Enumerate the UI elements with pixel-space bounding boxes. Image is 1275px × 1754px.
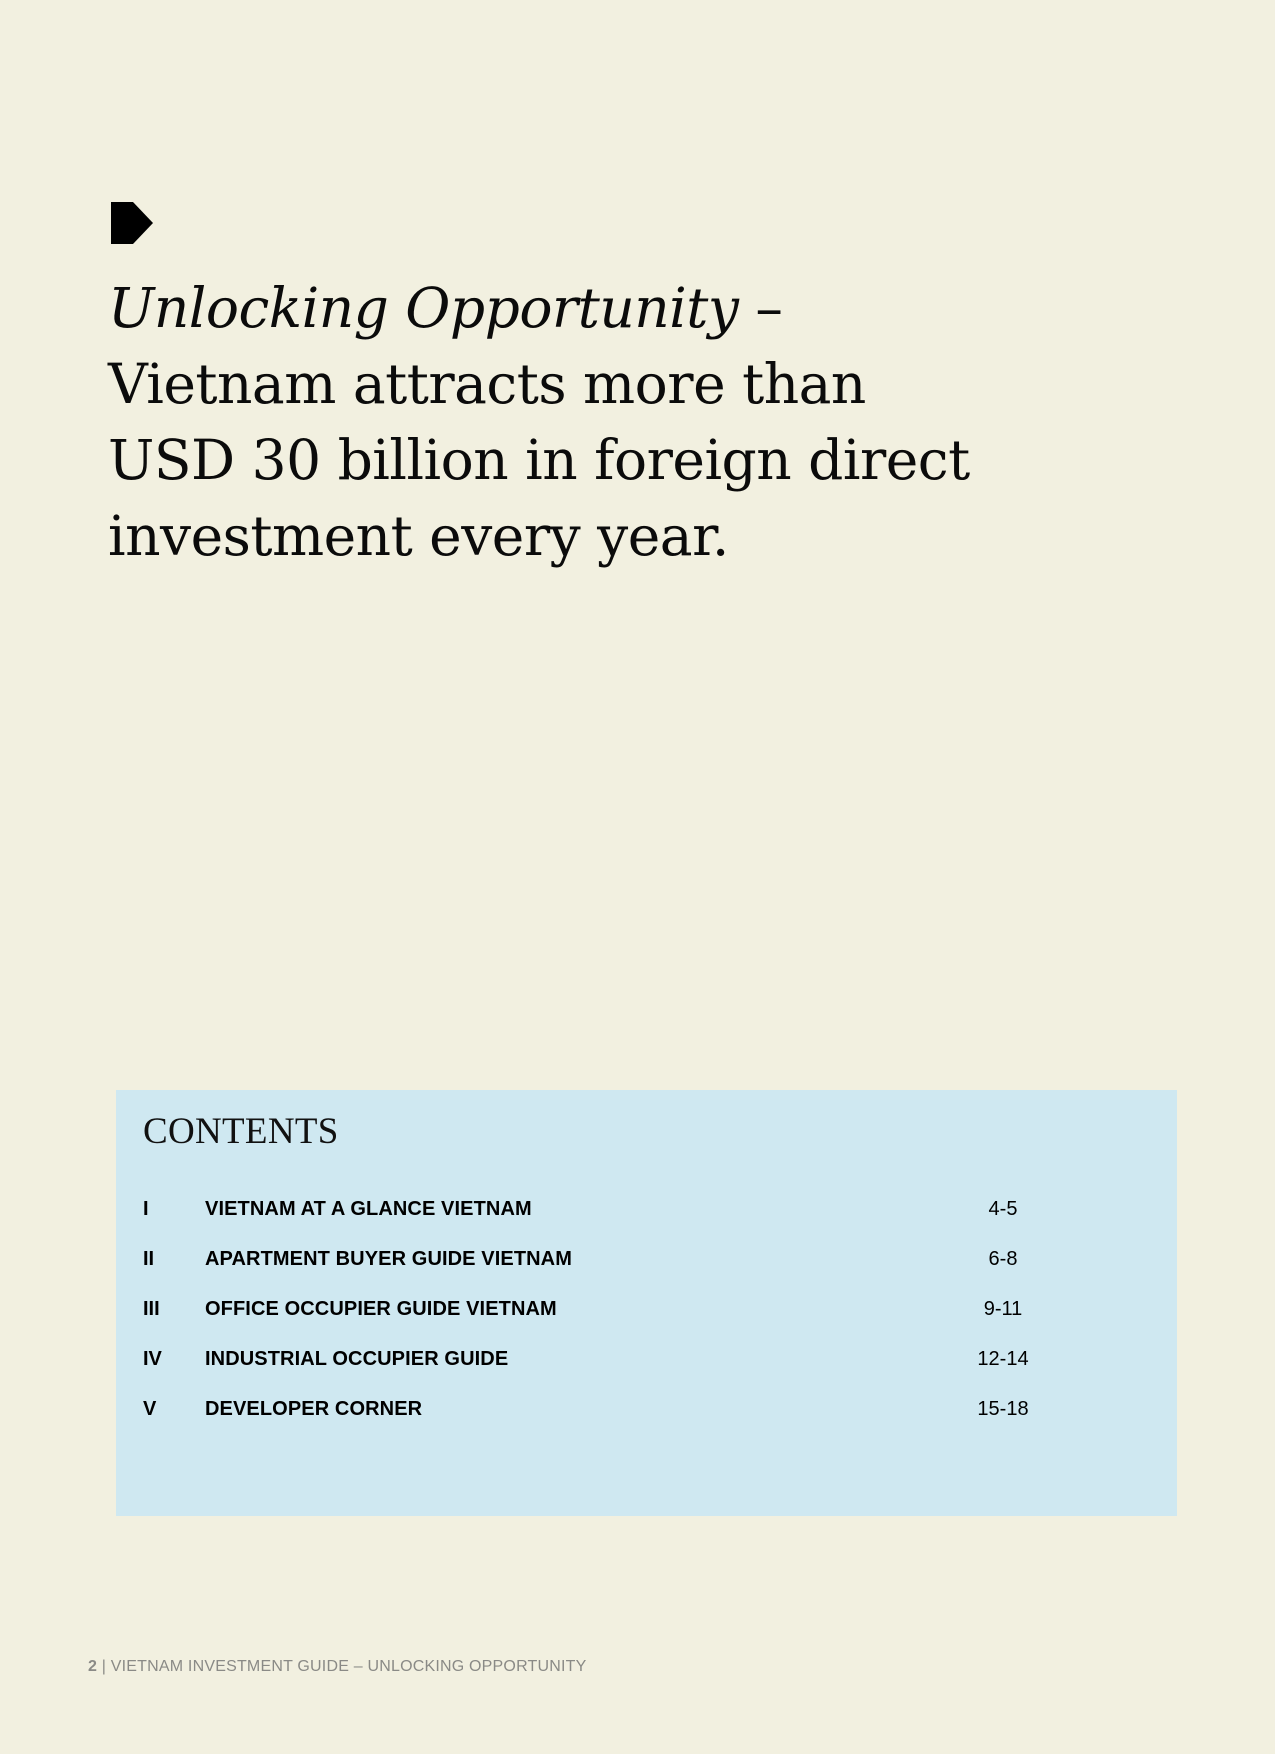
contents-item-number: IV [143, 1348, 162, 1370]
contents-list [143, 1196, 1143, 1446]
headline-lead: Unlocking Opportunity [108, 276, 739, 340]
contents-item-pages: 12-14 [977, 1348, 1029, 1370]
contents-item[interactable] [143, 1196, 1143, 1246]
headline [108, 270, 1008, 574]
contents-item-title: VIETNAM AT A GLANCE VIETNAM [205, 1198, 532, 1220]
contents-item-pages: 9-11 [983, 1298, 1023, 1320]
page-footer [88, 1658, 587, 1676]
arrow-tag-icon [111, 202, 153, 244]
contents-item-number: I [143, 1198, 149, 1220]
footer-separator: | [97, 1658, 111, 1675]
contents-item[interactable] [143, 1246, 1143, 1296]
contents-item-number: II [143, 1248, 155, 1270]
contents-title: CONTENTS [143, 1111, 339, 1152]
contents-panel [116, 1090, 1177, 1516]
contents-item-number: III [143, 1298, 160, 1320]
contents-item-pages: 6-8 [988, 1248, 1018, 1270]
contents-item-title: INDUSTRIAL OCCUPIER GUIDE [205, 1348, 509, 1370]
contents-item-pages: 15-18 [977, 1398, 1029, 1420]
headline-dash: – [738, 276, 783, 340]
footer-page-number: 2 [88, 1658, 98, 1675]
headline-body: Vietnam attracts more than USD 30 billion in foreign direct investment every year. [108, 352, 970, 568]
footer-text: VIETNAM INVESTMENT GUIDE – UNLOCKING OPPORTUNITY [110, 1658, 587, 1675]
contents-item-title: APARTMENT BUYER GUIDE VIETNAM [205, 1248, 572, 1270]
contents-item[interactable] [143, 1346, 1143, 1396]
contents-item-pages: 4-5 [988, 1198, 1018, 1220]
contents-item-number: V [143, 1398, 157, 1420]
contents-item[interactable] [143, 1296, 1143, 1346]
contents-item-title: DEVELOPER CORNER [205, 1398, 423, 1420]
contents-item[interactable] [143, 1396, 1143, 1446]
contents-item-title: OFFICE OCCUPIER GUIDE VIETNAM [205, 1298, 557, 1320]
